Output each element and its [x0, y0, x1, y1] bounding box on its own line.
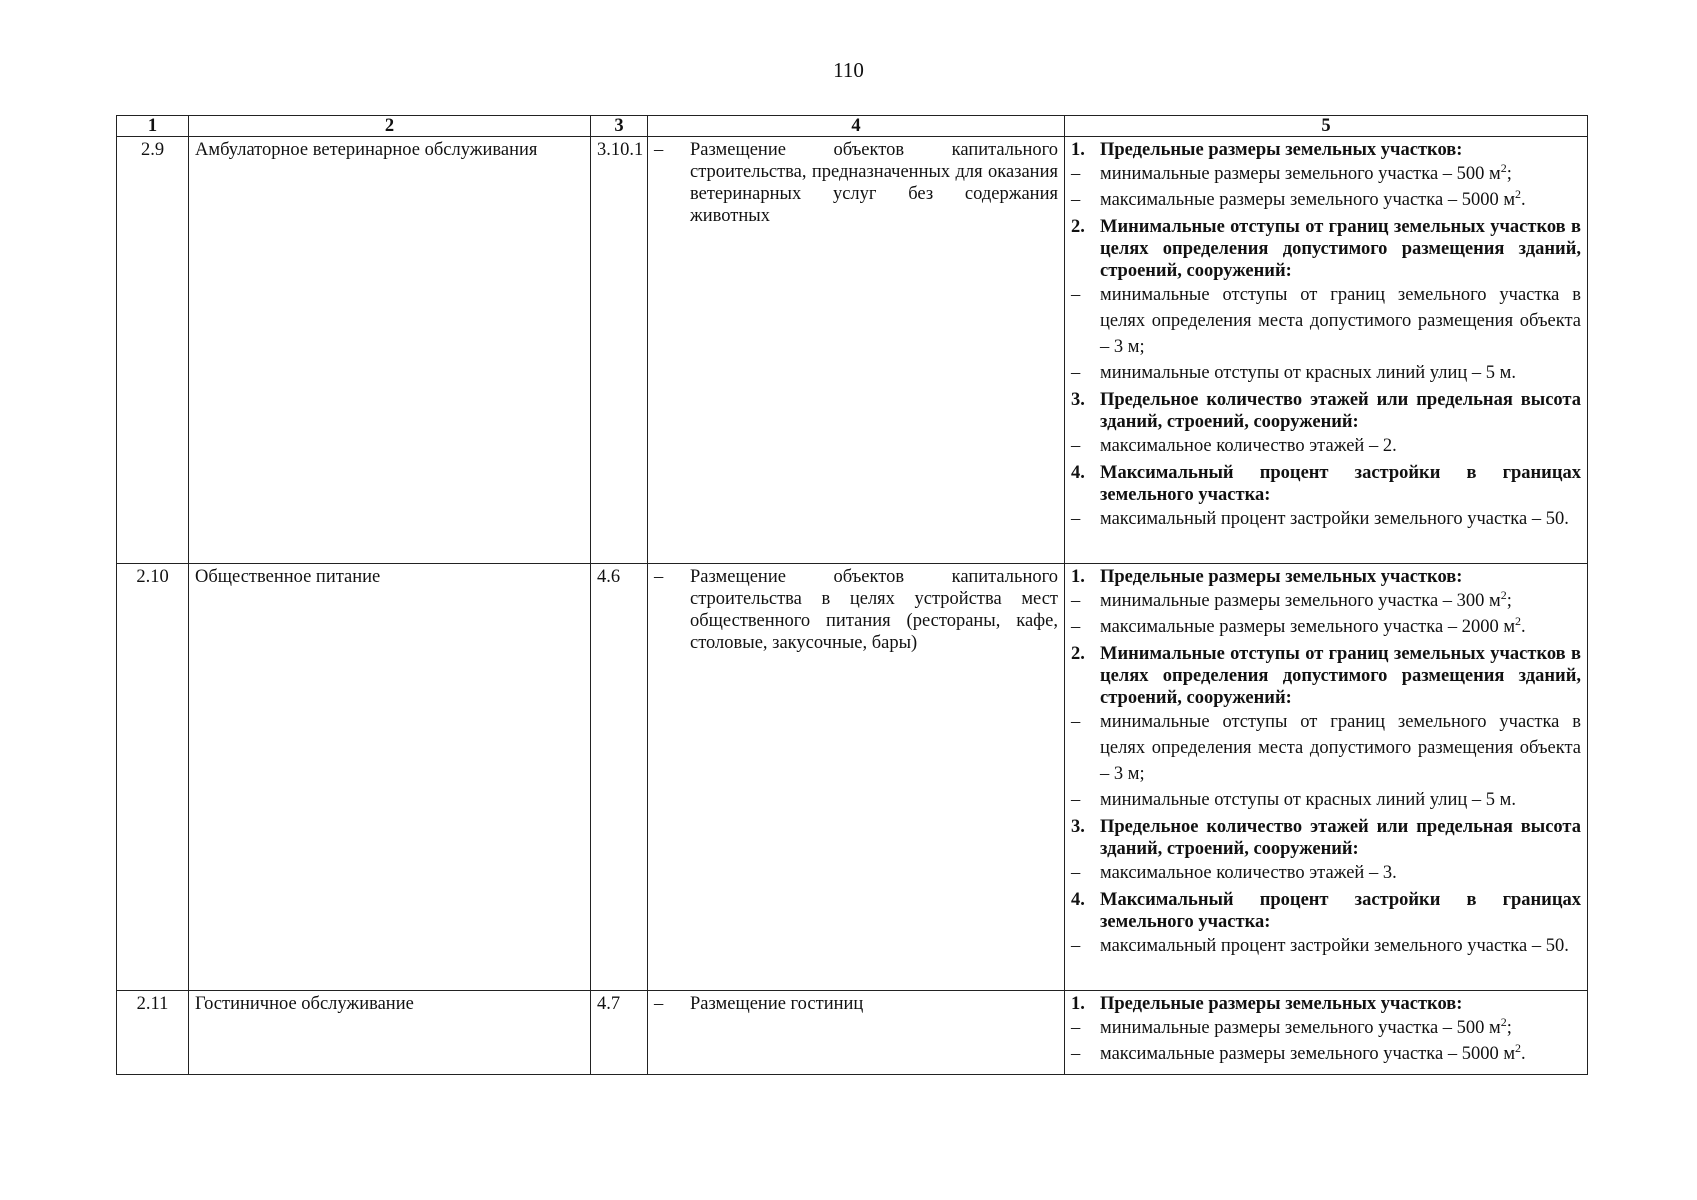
dash-marker: –: [1071, 509, 1081, 529]
parameter-number: 4.: [1071, 463, 1085, 483]
dash-marker: –: [1071, 190, 1081, 210]
description-text: Размещение объектов капитального строительства, предназначенных для оказания ветеринарных услуг без содержания животных: [690, 140, 1058, 226]
superscript-exponent: 2: [1515, 186, 1522, 201]
item-punctuation: ;: [1506, 1018, 1512, 1038]
parameter-item-text: минимальные отступы от красных линий улиц – 5 м.: [1100, 790, 1516, 810]
superscript-exponent: 2: [1500, 587, 1507, 602]
parameter-number: 3.: [1071, 817, 1085, 837]
parameter-title: Предельные размеры земельных участков:: [1100, 140, 1463, 160]
parameter-item-text-wrap: [1100, 588, 1581, 614]
parameter-item: [1071, 282, 1581, 360]
parameter-item: [1071, 1015, 1581, 1041]
parameter-number: 2.: [1071, 644, 1085, 664]
parameter-item-text-wrap: [1100, 187, 1581, 213]
parameter-item-text: минимальные отступы от границ земельного участка в целях определения места допустимого размещения объекта – 3 м;: [1100, 285, 1581, 357]
dash-marker: –: [1071, 617, 1081, 637]
parameter-heading: [1071, 216, 1581, 282]
parameter-item: [1071, 1041, 1581, 1067]
parameter-item-text-wrap: [1100, 709, 1581, 787]
dash-marker: –: [1071, 863, 1081, 883]
land-use-description: [648, 564, 1065, 991]
parameter-title: Предельное количество этажей или предельная высота зданий, строений, сооружений:: [1100, 390, 1581, 432]
parameter-item: [1071, 506, 1581, 532]
row-number: 2.10: [117, 564, 189, 991]
header-col-5: 5: [1065, 116, 1588, 137]
parameter-item-text: максимальные размеры земельного участка – 5000 м: [1100, 190, 1516, 210]
zoning-regulations-table: [116, 115, 1588, 1075]
parameter-item-text-wrap: [1100, 1015, 1581, 1041]
parameter-item-text: минимальные размеры земельного участка – 300 м: [1100, 591, 1501, 611]
parameter-title: Максимальный процент застройки в границах земельного участка:: [1100, 890, 1581, 932]
parameter-number: 1.: [1071, 567, 1085, 587]
land-use-name: Общественное питание: [189, 564, 591, 991]
parameter-item-text: максимальные размеры земельного участка – 5000 м: [1100, 1044, 1516, 1064]
parameter-item: [1071, 614, 1581, 640]
parameter-heading: [1071, 993, 1581, 1015]
dash-marker: –: [1071, 285, 1081, 305]
table-row: [117, 991, 1588, 1075]
parameter-title: Максимальный процент застройки в границах земельного участка:: [1100, 463, 1581, 505]
land-use-description: [648, 137, 1065, 564]
parameter-item-text-wrap: [1100, 161, 1581, 187]
description-text: Размещение объектов капитального строительства в целях устройства мест общественного питания (рестораны, кафе, столовые, закусочные, бары): [690, 567, 1058, 653]
description-text: Размещение гостиниц: [690, 994, 864, 1014]
parameter-item-text: максимальный процент застройки земельного участка – 50.: [1100, 936, 1569, 956]
parameter-title: Минимальные отступы от границ земельных участков в целях определения допустимого размещения зданий, строений, сооружений:: [1100, 644, 1581, 708]
superscript-exponent: 2: [1515, 1040, 1522, 1055]
row-number: 2.9: [117, 137, 189, 564]
item-punctuation: .: [1521, 1044, 1526, 1064]
header-col-1: 1: [117, 116, 189, 137]
land-use-name: Амбулаторное ветеринарное обслуживания: [189, 137, 591, 564]
superscript-exponent: 2: [1500, 160, 1507, 175]
parameter-item: [1071, 933, 1581, 959]
parameter-item-text: максимальный процент застройки земельного участка – 50.: [1100, 509, 1569, 529]
header-row: [117, 116, 1588, 137]
parameter-heading: [1071, 566, 1581, 588]
parameter-heading: [1071, 816, 1581, 860]
table-row: [117, 564, 1588, 991]
parameter-group: [1071, 139, 1581, 213]
parameter-item: [1071, 588, 1581, 614]
parameter-title: Минимальные отступы от границ земельных участков в целях определения допустимого размещения зданий, строений, сооружений:: [1100, 217, 1581, 281]
parameter-item-text: минимальные отступы от красных линий улиц – 5 м.: [1100, 363, 1516, 383]
parameter-item-text: максимальное количество этажей – 3.: [1100, 863, 1397, 883]
parameter-group: [1071, 889, 1581, 959]
parameter-item: [1071, 187, 1581, 213]
parameter-item: [1071, 860, 1581, 886]
item-punctuation: ;: [1506, 164, 1512, 184]
parameter-item-text: минимальные отступы от границ земельного участка в целях определения места допустимого размещения объекта – 3 м;: [1100, 712, 1581, 784]
dash-marker: –: [654, 567, 664, 587]
superscript-exponent: 2: [1515, 613, 1522, 628]
dash-marker: –: [1071, 436, 1081, 456]
parameter-item: [1071, 709, 1581, 787]
description-line: [654, 993, 1058, 1015]
row-number: 2.11: [117, 991, 189, 1075]
item-punctuation: .: [1521, 190, 1526, 210]
land-use-name: Гостиничное обслуживание: [189, 991, 591, 1075]
parameter-heading: [1071, 139, 1581, 161]
parameter-item: [1071, 360, 1581, 386]
parameter-heading: [1071, 643, 1581, 709]
header-col-4: 4: [648, 116, 1065, 137]
table-body: [117, 137, 1588, 1075]
parameter-heading: [1071, 462, 1581, 506]
parameter-title: Предельные размеры земельных участков:: [1100, 567, 1463, 587]
dash-marker: –: [1071, 363, 1081, 383]
parameter-item-text-wrap: [1100, 506, 1581, 532]
item-punctuation: ;: [1506, 591, 1512, 611]
table-row: [117, 137, 1588, 564]
dash-marker: –: [654, 140, 664, 160]
parameter-group: [1071, 993, 1581, 1067]
parameter-group: [1071, 816, 1581, 886]
parameter-item: [1071, 787, 1581, 813]
parameter-item-text-wrap: [1100, 933, 1581, 959]
dash-marker: –: [654, 994, 664, 1014]
parameter-item-text-wrap: [1100, 433, 1581, 459]
parameter-number: 3.: [1071, 390, 1085, 410]
parameter-group: [1071, 216, 1581, 386]
parameter-title: Предельное количество этажей или предельная высота зданий, строений, сооружений:: [1100, 817, 1581, 859]
dash-marker: –: [1071, 936, 1081, 956]
dash-marker: –: [1071, 1044, 1081, 1064]
parameter-item-text-wrap: [1100, 1041, 1581, 1067]
parameter-item-text-wrap: [1100, 282, 1581, 360]
parameter-group: [1071, 643, 1581, 813]
land-use-description: [648, 991, 1065, 1075]
parameters-cell: [1065, 564, 1588, 991]
land-use-code: 4.7: [591, 991, 648, 1075]
parameter-title: Предельные размеры земельных участков:: [1100, 994, 1463, 1014]
dash-marker: –: [1071, 591, 1081, 611]
parameter-item: [1071, 161, 1581, 187]
parameter-heading: [1071, 889, 1581, 933]
land-use-code: 4.6: [591, 564, 648, 991]
parameter-number: 2.: [1071, 217, 1085, 237]
parameter-item-text-wrap: [1100, 614, 1581, 640]
parameter-heading: [1071, 389, 1581, 433]
dash-marker: –: [1071, 164, 1081, 184]
dash-marker: –: [1071, 790, 1081, 810]
description-line: [654, 566, 1058, 654]
parameter-item-text-wrap: [1100, 360, 1581, 386]
dash-marker: –: [1071, 712, 1081, 732]
header-col-3: 3: [591, 116, 648, 137]
parameter-number: 1.: [1071, 994, 1085, 1014]
parameters-cell: [1065, 137, 1588, 564]
parameters-cell: [1065, 991, 1588, 1075]
header-col-2: 2: [189, 116, 591, 137]
parameter-item-text: максимальное количество этажей – 2.: [1100, 436, 1397, 456]
parameter-group: [1071, 462, 1581, 532]
page-number: 110: [833, 58, 864, 82]
superscript-exponent: 2: [1500, 1014, 1507, 1029]
parameter-group: [1071, 389, 1581, 459]
parameter-item: [1071, 433, 1581, 459]
parameter-item-text: минимальные размеры земельного участка – 500 м: [1100, 1018, 1501, 1038]
description-line: [654, 139, 1058, 227]
parameter-item-text: максимальные размеры земельного участка – 2000 м: [1100, 617, 1516, 637]
parameter-group: [1071, 566, 1581, 640]
dash-marker: –: [1071, 1018, 1081, 1038]
parameter-number: 4.: [1071, 890, 1085, 910]
parameter-item-text: минимальные размеры земельного участка – 500 м: [1100, 164, 1501, 184]
parameter-item-text-wrap: [1100, 860, 1581, 886]
item-punctuation: .: [1521, 617, 1526, 637]
parameter-item-text-wrap: [1100, 787, 1581, 813]
parameter-number: 1.: [1071, 140, 1085, 160]
land-use-code: 3.10.1: [591, 137, 648, 564]
